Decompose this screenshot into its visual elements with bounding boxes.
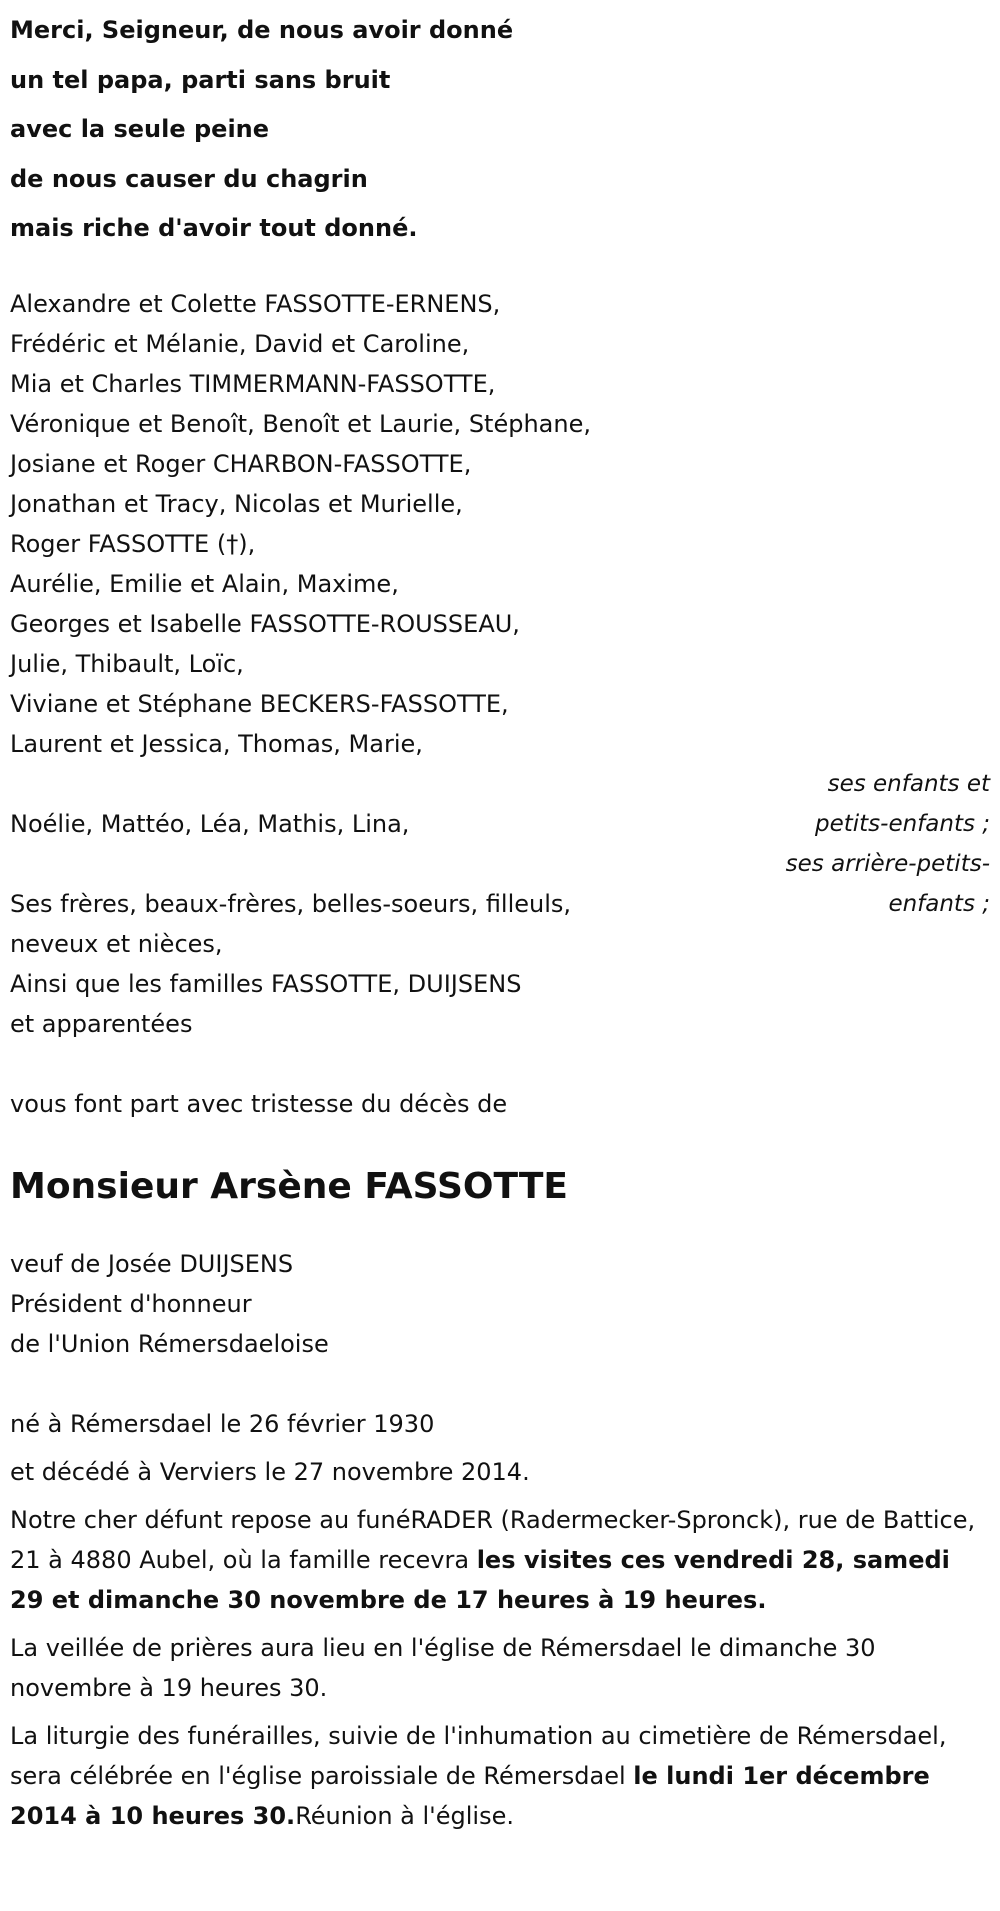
family-line: Mia et Charles TIMMERMANN-FASSOTTE, — [10, 369, 496, 398]
family-line: et apparentées — [10, 1009, 193, 1038]
family-line: Ses frères, beaux-frères, belles-soeurs, filleuls, — [10, 889, 572, 918]
family-line: Alexandre et Colette FASSOTTE-ERNENS, — [10, 289, 501, 318]
spacer — [10, 1364, 990, 1404]
vigil-paragraph — [10, 1628, 990, 1708]
family-line: Véronique et Benoît, Benoît et Laurie, Stéphane, — [10, 409, 591, 438]
visits-schedule: les visites ces vendredi 28, samedi 29 et dimanche 30 novembre de 17 heures à 19 heures. — [10, 1545, 950, 1614]
family-line: Aurélie, Emilie et Alain, Maxime, — [10, 569, 399, 598]
family-line: Josiane et Roger CHARBON-FASSOTTE, — [10, 449, 472, 478]
vigil-text: La veillée de prières aura lieu en l'église de Rémersdael le dimanche 30 novembre à 19 heures 30. — [10, 1633, 876, 1702]
family-line: Ainsi que les familles FASSOTTE, DUIJSENS — [10, 969, 522, 998]
poem — [10, 0, 990, 254]
death-info: et décédé à Verviers le 27 novembre 2014. — [10, 1457, 530, 1486]
family-list — [10, 284, 990, 1044]
relation-note: petits-enfants ; — [814, 810, 990, 837]
family-line: Georges et Isabelle FASSOTTE-ROUSSEAU, — [10, 609, 520, 638]
relation-note: enfants ; — [888, 890, 990, 917]
deceased-title: de l'Union Rémersdaeloise — [10, 1329, 329, 1358]
poem-line-2: un tel papa, parti sans bruit — [10, 65, 391, 94]
family-line: Jonathan et Tracy, Nicolas et Murielle, — [10, 489, 463, 518]
poem-line-3: avec la seule peine — [10, 115, 270, 143]
funeral-after: Réunion à l'église. — [295, 1801, 514, 1830]
rest-text: Notre cher défunt repose au funéRADER (Radermecker-Spronck), rue de Battice, 21 à 4880 Aubel, où la famille recevra — [10, 1505, 976, 1574]
deceased-title: Président d'honneur — [10, 1289, 252, 1318]
funeral-paragraph — [10, 1716, 990, 1836]
family-line: Frédéric et Mélanie, David et Caroline, — [10, 329, 470, 358]
relation-note: ses arrière-petits- — [785, 850, 990, 877]
intro-text: vous font part avec tristesse du décès de — [10, 1089, 508, 1118]
family-line: Laurent et Jessica, Thomas, Marie, — [10, 729, 423, 758]
poem-line-1: Merci, Seigneur, de nous avoir donné — [10, 16, 514, 44]
spacer — [10, 1044, 990, 1084]
obituary-page — [10, 0, 990, 1836]
family-line: Viviane et Stéphane BECKERS-FASSOTTE, — [10, 689, 509, 718]
poem-line-5: mais riche d'avoir tout donné. — [10, 214, 418, 242]
funeral-text: La liturgie des funérailles, suivie de l'inhumation au cimetière de Rémersdael, sera célébrée en l'église paroissiale de Rémersdael — [10, 1721, 947, 1790]
relation-note: ses enfants et — [827, 770, 990, 797]
family-line: neveux et nièces, — [10, 929, 223, 958]
deceased-title: veuf de Josée DUIJSENS — [10, 1249, 294, 1278]
birth-info: né à Rémersdael le 26 février 1930 — [10, 1409, 435, 1438]
family-line: Julie, Thibault, Loïc, — [10, 649, 244, 678]
funeral-date: le lundi 1er décembre 2014 à 10 heures 30. — [10, 1761, 930, 1830]
deceased-name: Monsieur Arsène FASSOTTE — [10, 1165, 569, 1207]
rest-paragraph — [10, 1500, 990, 1620]
family-line: Roger FASSOTTE (†), — [10, 529, 256, 558]
poem-line-4: de nous causer du chagrin — [10, 164, 368, 193]
family-line: Noélie, Mattéo, Léa, Mathis, Lina, — [10, 809, 410, 838]
